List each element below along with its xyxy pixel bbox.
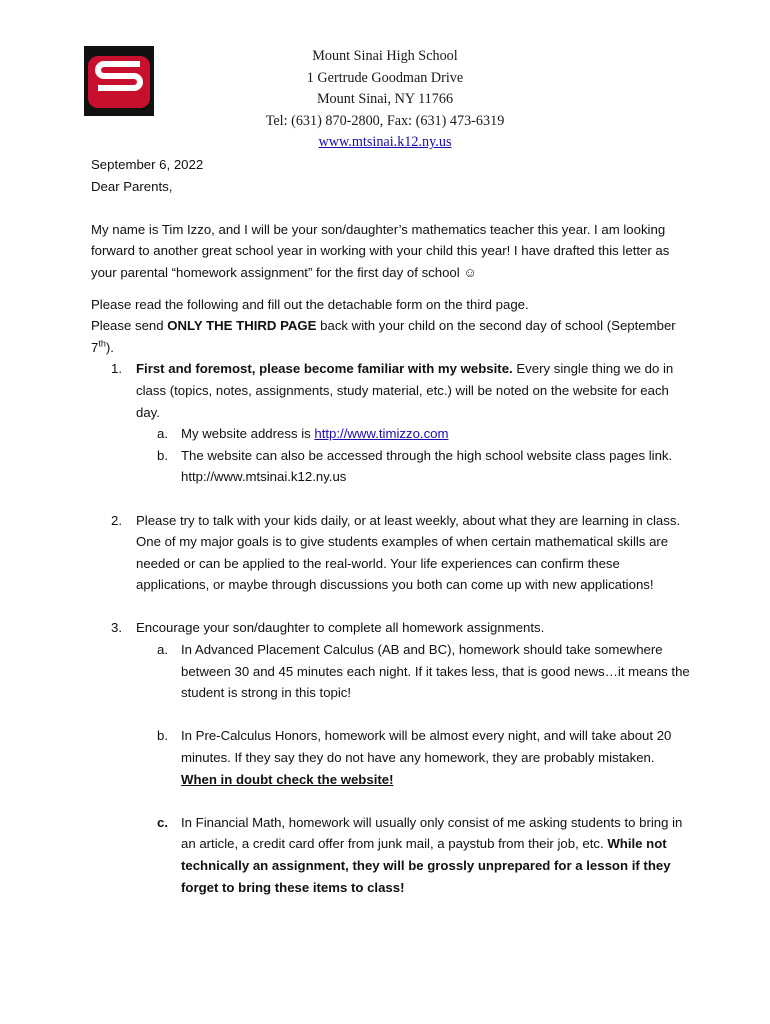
list-item-2: 2. Please try to talk with your kids daily, or at least weekly, about what they are learning in class. One of my major goals is to give students examples of when certain mathematical skills are needed or can be applied to the real-world. Your life experiences can confirm these applications, or maybe through discussions you both can come up with new applications! (111, 512, 681, 593)
list-item-3b: b. In Pre-Calculus Honors, homework will be almost every night, and will take about 20 minutes. If they say they do not have any homework, they are probably mistaken. When in doubt check the website! (157, 728, 672, 787)
list-item-1b: b. The website can also be accessed through the high school website class pages link. http://www.mtsinai.k12.ny.us (157, 447, 673, 485)
school-website-link[interactable]: www.mtsinai.k12.ny.us (318, 134, 452, 151)
letter-body (91, 154, 691, 898)
instructions-2: Please send ONLY THE THIRD PAGE back with your child on the second day of school (September 7th). (91, 318, 676, 355)
letter-greeting: Dear Parents, (91, 178, 173, 194)
list-item-1a: a. My website address is http://www.timizzo.com (157, 426, 449, 442)
school-phone: Tel: (631) 870-2800, Fax: (631) 473-6319 (265, 112, 505, 129)
list-item-3: 3. Encourage your son/daughter to complete all homework assignments. a. In Advanced Placement Calculus (AB and BC), homework should take somewhere between 30 and 45 minutes each night. If it takes less, that is good news…it means the student is strong in this topic! b. In Pre-Calculus Honors, homework will be almost every night, and will take about 20 minutes. If they say they do not have any homework, they are probably mistaken. When in doubt check the website! c. In Financial Math, homework will usually only consist of me asking students to bring in an article, a credit card offer from junk mail, a paystub from their job, etc. While not technically an assignment, they will be grossly unprepared for a lesson if they forget to bring these items to class! (91, 617, 691, 898)
school-address-line1: 1 Gertrude Goodman Drive (306, 69, 464, 86)
list-item-1: 1. First and foremost, please become familiar with my website. Every single thing we do in class (topics, notes, assignments, study material, etc.) will be noted on the website for each day. a. My website address is http://www.timizzo.com b. The website can also be accessed through the high school website class pages link. http://www.mtsinai.k12.ny.us (91, 358, 691, 488)
teacher-website-link[interactable]: http://www.timizzo.com (314, 426, 449, 442)
school-logo (82, 44, 156, 118)
letter-date: September 6, 2022 (91, 157, 204, 172)
list-item-3a: a. In Advanced Placement Calculus (AB and BC), homework should take somewhere between 30 and 45 minutes each night. If it takes less, that is good news…it means the student is strong in this topic! (157, 642, 690, 701)
instructions-1: Please read the following and fill out the detachable form on the third page. (91, 296, 529, 312)
school-name: Mount Sinai High School (312, 48, 458, 64)
list-item-3c: c. In Financial Math, homework will usually only consist of me asking students to bring in an article, a credit card offer from junk mail, a paystub from their job, etc. While not technically an assignment, they will be grossly unprepared for a lesson if they forget to bring these items to class! (157, 814, 683, 895)
school-header (185, 46, 585, 154)
school-address-line2: Mount Sinai, NY 11766 (316, 91, 454, 108)
letter-intro: My name is Tim Izzo, and I will be your son/daughter’s mathematics teacher this year. I am looking forward to another great school year in working with your child this year! I have drafted this letter as your parental “homework assignment” for the first day of school ☺ (91, 221, 670, 280)
